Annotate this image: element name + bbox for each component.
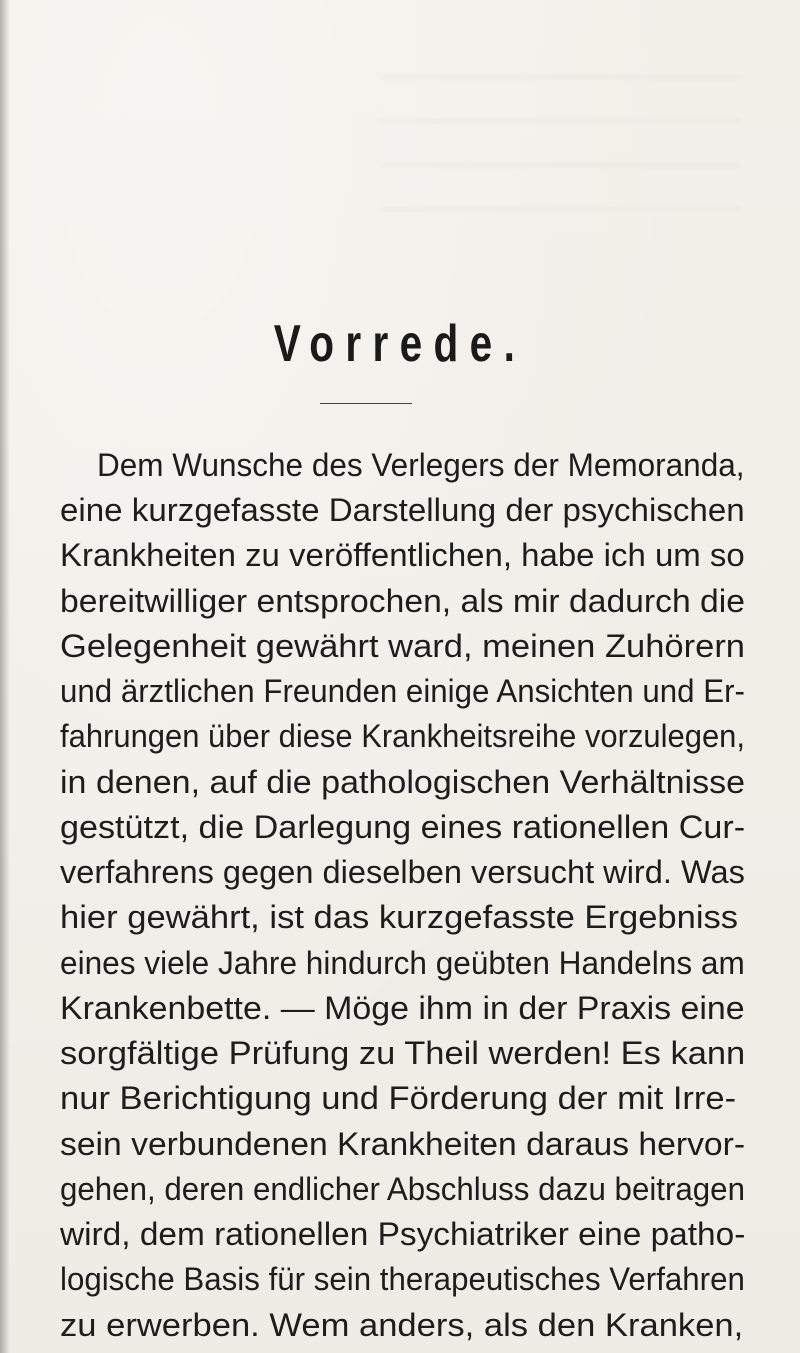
text-line-4: bereitwilliger entsprochen, als mir dadurch die	[60, 583, 745, 619]
text-line-6: und ärztlichen Freunden einige Ansichten und Er-	[60, 673, 745, 709]
title-divider	[320, 403, 412, 404]
text-line-19: logische Basis für sein therapeutisches Verfahren	[60, 1261, 745, 1297]
show-through-text	[380, 40, 740, 210]
text-line-14: sorgfältige Prüfung zu Theil werden! Es kann	[60, 1035, 746, 1071]
text-line-15: nur Berichtigung und Förderung der mit Irre-	[60, 1080, 737, 1116]
text-line-17: gehen, deren endlicher Abschluss dazu beitragen	[60, 1171, 745, 1207]
text-line-5: Gelegenheit gewährt ward, meinen Zuhörern	[60, 628, 746, 664]
text-line-9: gestützt, die Darlegung eines rationellen Cur-	[60, 809, 746, 845]
text-line-7: fahrungen über diese Krankheitsreihe vorzulegen,	[60, 718, 746, 754]
text-line-13: Krankenbette. — Möge ihm in der Praxis eine	[60, 990, 745, 1026]
text-line-12: eines viele Jahre hindurch geübten Handelns am	[60, 945, 745, 981]
text-line-11: hier gewährt, ist das kurzgefasste Ergebniss	[60, 899, 739, 935]
text-line-2: eine kurzgefasste Darstellung der psychischen	[60, 492, 745, 528]
text-line-16: sein verbundenen Krankheiten daraus hervor-	[60, 1126, 746, 1162]
text-line-10: verfahrens gegen dieselben versucht wird. Was	[60, 854, 745, 890]
text-line-3: Krankheiten zu veröffentlichen, habe ich um so	[60, 537, 745, 573]
page-title: Vorrede.	[273, 315, 527, 373]
text-line-8: in denen, auf die pathologischen Verhältnisse	[60, 764, 746, 800]
text-line-1: Dem Wunsche des Verlegers der Memoranda,	[97, 447, 745, 483]
page-gutter-shadow	[0, 0, 10, 1353]
text-line-18: wird, dem rationellen Psychiatriker eine patho-	[60, 1216, 746, 1252]
text-line-20: zu erwerben. Wem anders, als den Kranken,	[60, 1307, 744, 1343]
